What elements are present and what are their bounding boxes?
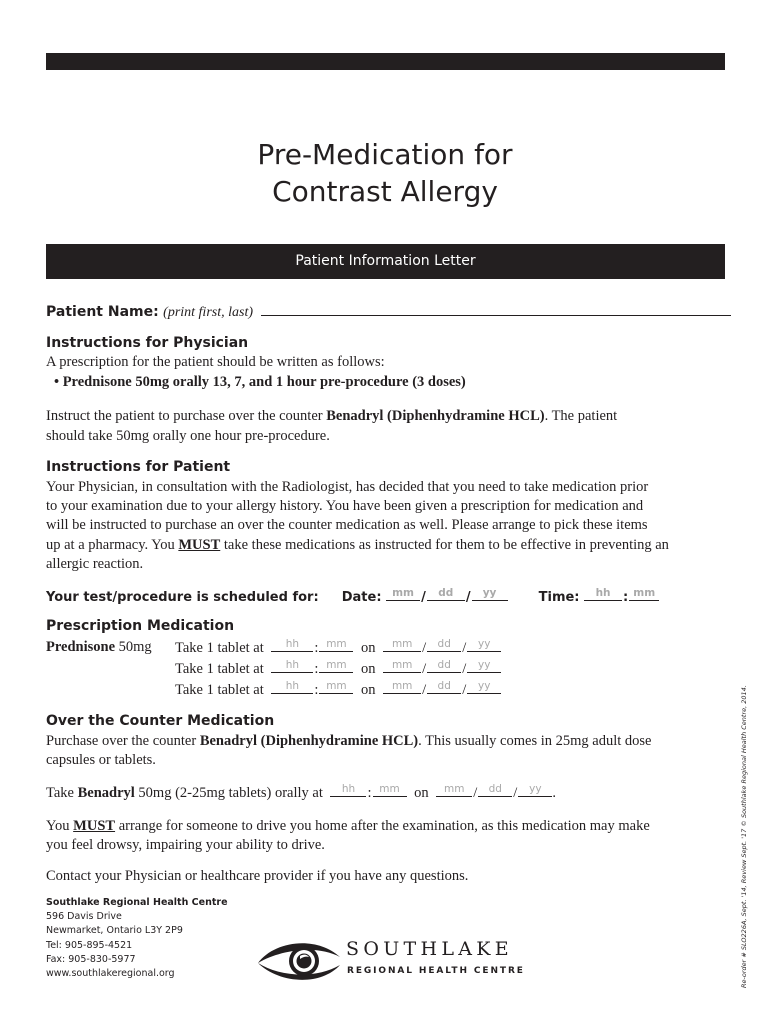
- patient-text-2: to your examination due to your allergy history. You have been given a prescription for medication and: [46, 498, 644, 514]
- placeholder: mm: [326, 659, 347, 671]
- benadryl-bold: Benadryl (Diphenhydramine HCL): [199, 733, 419, 749]
- date-label: Date:: [341, 590, 382, 605]
- placeholder: yy: [529, 783, 542, 795]
- text-span: arrange for someone to drive you home after the examination, as this medication may make: [115, 818, 650, 834]
- colon: :: [314, 661, 319, 677]
- on-label: on: [361, 661, 376, 677]
- dose3-year-field[interactable]: [467, 679, 501, 694]
- otc-text-2: capsules or tablets.: [46, 752, 156, 768]
- placeholder: yy: [478, 638, 491, 650]
- dose-instruction: Take 1 tablet at: [175, 640, 264, 656]
- patient-name-label: Patient Name:: [46, 304, 159, 320]
- time-label: Time:: [538, 590, 580, 605]
- otc-take-row: [46, 782, 556, 803]
- placeholder: dd: [437, 680, 451, 692]
- title-line-2: Contrast Allergy: [272, 175, 498, 208]
- drive-text-1: [46, 816, 650, 836]
- schedule-label: Your test/procedure is scheduled for:: [46, 590, 319, 605]
- dose-instruction: Take 1 tablet at: [175, 682, 264, 698]
- slash: /: [473, 785, 478, 801]
- placeholder: yy: [478, 659, 491, 671]
- logo-name: SOUTHLAKE: [346, 938, 513, 960]
- contact-text: Contact your Physician or healthcare provider if you have any questions.: [46, 868, 469, 884]
- placeholder: mm: [326, 638, 347, 650]
- document-title: [0, 136, 770, 210]
- slash: /: [421, 590, 426, 605]
- dose3-hour-field[interactable]: [271, 679, 313, 694]
- placeholder: mm: [391, 638, 413, 650]
- patient-name-row: [46, 302, 731, 323]
- schedule-day-field[interactable]: [427, 586, 465, 601]
- patient-text-4: [46, 535, 669, 555]
- dose2-minute-field[interactable]: [319, 658, 353, 673]
- otc-year-field[interactable]: [518, 782, 552, 797]
- dose1-month-field[interactable]: [383, 637, 421, 652]
- southlake-logo-icon: [256, 935, 342, 987]
- prescription-drug: [46, 637, 152, 657]
- dose2-hour-field[interactable]: [271, 658, 313, 673]
- placeholder: dd: [437, 659, 451, 671]
- placeholder: yy: [478, 680, 491, 692]
- on-label: on: [361, 640, 376, 656]
- schedule-minute-field[interactable]: [629, 586, 659, 601]
- dose3-day-field[interactable]: [427, 679, 461, 694]
- dose2-year-field[interactable]: [467, 658, 501, 673]
- dose1-minute-field[interactable]: [319, 637, 353, 652]
- slash: /: [422, 640, 427, 656]
- footer-web[interactable]: www.southlakeregional.org: [46, 968, 175, 980]
- period: .: [552, 785, 556, 801]
- placeholder: mm: [379, 783, 400, 795]
- text-span: Purchase over the counter: [46, 733, 200, 749]
- otc-month-field[interactable]: [436, 782, 472, 797]
- slash: /: [465, 590, 471, 605]
- must-emphasis: MUST: [73, 818, 116, 834]
- schedule-month-field[interactable]: [386, 586, 420, 601]
- drug-name: Prednisone: [46, 639, 116, 655]
- on-label: on: [414, 785, 429, 801]
- placeholder: hh: [285, 638, 300, 650]
- text-span: take these medications as instructed for them to be effective in preventing an: [220, 537, 669, 553]
- physician-intro: A prescription for the patient should be written as follows:: [46, 354, 385, 370]
- patient-text-5: allergic reaction.: [46, 556, 144, 572]
- otc-hour-field[interactable]: [330, 782, 366, 797]
- otc-text-1: [46, 731, 651, 751]
- dose-instruction: Take 1 tablet at: [175, 661, 264, 677]
- placeholder: hh: [285, 680, 300, 692]
- banner: Patient Information Letter: [46, 244, 725, 279]
- slash: /: [513, 785, 518, 801]
- colon: :: [623, 590, 629, 605]
- placeholder: dd: [438, 587, 454, 599]
- bullet-text: Prednisone 50mg orally 13, 7, and 1 hour pre-procedure (3 doses): [62, 374, 466, 390]
- text-span: Instruct the patient to purchase over the counter: [46, 408, 327, 424]
- text-span: Take: [46, 785, 78, 801]
- must-emphasis: MUST: [178, 537, 221, 553]
- schedule-hour-field[interactable]: [584, 586, 622, 601]
- placeholder: mm: [444, 783, 465, 795]
- placeholder: hh: [595, 587, 611, 599]
- placeholder: hh: [341, 783, 356, 795]
- slash: /: [422, 682, 427, 698]
- slash: /: [462, 661, 467, 677]
- footer-org: Southlake Regional Health Centre: [46, 897, 228, 908]
- footer-tel: Tel: 905-895-4521: [46, 939, 133, 951]
- footer-address: [46, 896, 228, 981]
- otc-heading: Over the Counter Medication: [46, 713, 275, 729]
- prescription-heading: Prescription Medication: [46, 618, 235, 634]
- physician-otc-line-2: should take 50mg orally one hour pre-procedure.: [46, 428, 330, 444]
- footer-fax: Fax: 905-830-5977: [46, 953, 136, 965]
- slash: /: [462, 640, 467, 656]
- dose-row-3: [175, 679, 501, 700]
- placeholder: hh: [285, 659, 300, 671]
- placeholder: mm: [391, 680, 413, 692]
- dose-row-2: [175, 658, 501, 679]
- placeholder: mm: [326, 680, 347, 692]
- physician-otc-line-1: [46, 406, 617, 426]
- dose1-year-field[interactable]: [467, 637, 501, 652]
- dose3-month-field[interactable]: [383, 679, 421, 694]
- dose3-minute-field[interactable]: [319, 679, 353, 694]
- placeholder: mm: [392, 587, 414, 599]
- on-label: on: [361, 682, 376, 698]
- title-line-1: Pre-Medication for: [257, 138, 513, 171]
- logo-subtitle: REGIONAL HEALTH CENTRE: [347, 966, 525, 976]
- bullet-marker: •: [54, 374, 60, 390]
- patient-text-3: will be instructed to purchase an over the counter medication as well. Please arrange to pick these items: [46, 517, 648, 533]
- patient-text-1: Your Physician, in consultation with the Radiologist, has decided that you need to take medication prior: [46, 479, 649, 495]
- text-span: . The patient: [544, 408, 618, 424]
- text-span: up at a pharmacy. You: [46, 537, 179, 553]
- dose1-day-field[interactable]: [427, 637, 461, 652]
- drive-text-2: you feel drowsy, impairing your ability to drive.: [46, 837, 325, 853]
- dose2-month-field[interactable]: [383, 658, 421, 673]
- drug-dose: 50mg: [115, 639, 152, 655]
- schedule-year-field[interactable]: [472, 586, 508, 601]
- top-bar: [46, 53, 725, 70]
- benadryl-bold: Benadryl: [77, 785, 135, 801]
- otc-minute-field[interactable]: [373, 782, 407, 797]
- physician-bullet: [54, 372, 466, 392]
- patient-name-hint: (print first, last): [163, 305, 254, 320]
- placeholder: mm: [633, 587, 656, 599]
- text-span: You: [46, 818, 74, 834]
- text-span: . This usually comes in 25mg adult dose: [418, 733, 652, 749]
- benadryl-bold: Benadryl (Diphenhydramine HCL): [326, 408, 545, 424]
- placeholder: dd: [488, 783, 502, 795]
- footer-city: Newmarket, Ontario L3Y 2P9: [46, 925, 183, 937]
- dose-row-1: [175, 637, 501, 658]
- placeholder: yy: [482, 587, 497, 599]
- slash: /: [422, 661, 427, 677]
- placeholder: mm: [391, 659, 413, 671]
- patient-name-field[interactable]: [261, 304, 731, 316]
- schedule-row: [46, 586, 659, 608]
- placeholder: dd: [437, 638, 451, 650]
- side-note: Re-order # SLO226A, Sept. '14, Review Sept. '17 © Southlake Regional Health Centre, 2014.: [740, 685, 748, 988]
- colon: :: [314, 682, 319, 698]
- text-span: 50mg (2-25mg tablets) orally at: [134, 785, 323, 801]
- patient-heading: Instructions for Patient: [46, 459, 231, 475]
- slash: /: [462, 682, 467, 698]
- colon: :: [367, 785, 372, 801]
- footer-street: 596 Davis Drive: [46, 911, 122, 923]
- dose2-day-field[interactable]: [427, 658, 461, 673]
- physician-heading: Instructions for Physician: [46, 335, 249, 351]
- otc-day-field[interactable]: [478, 782, 512, 797]
- colon: :: [314, 640, 319, 656]
- dose1-hour-field[interactable]: [271, 637, 313, 652]
